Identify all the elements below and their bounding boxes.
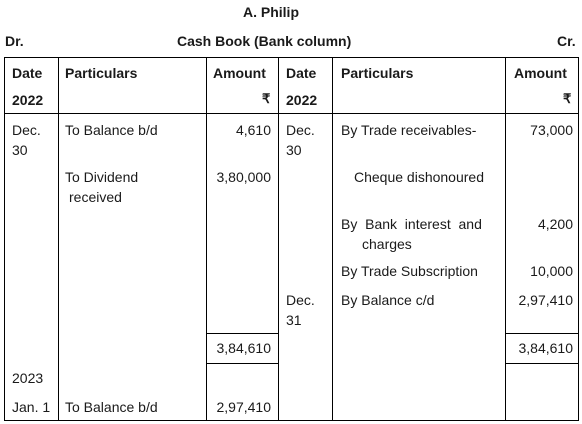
col-divider-1 — [58, 57, 59, 421]
debit-row-1-amount: 4,610 — [235, 122, 271, 138]
debit-row-1-date-month: Dec. — [12, 122, 41, 138]
debit-rupee-icon: ₹ — [262, 91, 271, 106]
debit-carry-date: Jan. 1 — [12, 399, 51, 415]
col-divider-2 — [206, 57, 207, 421]
credit-total-bottom-line — [505, 363, 579, 364]
account-holder-name: A. Philip — [243, 4, 299, 20]
col-divider-5 — [505, 57, 506, 421]
debit-particulars-header: Particulars — [65, 65, 138, 81]
credit-row-4-particulars: By Trade Subscription — [341, 263, 478, 279]
credit-date-header: Date — [286, 65, 317, 81]
debit-side-label: Dr. — [5, 33, 24, 49]
credit-row-1-particulars: By Trade receivables- — [341, 122, 477, 138]
header-divider — [4, 113, 579, 114]
credit-rupee-icon: ₹ — [563, 91, 572, 106]
debit-date-header: Date — [12, 65, 43, 81]
credit-row-4-amount: 10,000 — [530, 263, 573, 279]
credit-year-header: 2022 — [286, 92, 318, 108]
credit-row-3-amount: 4,200 — [537, 216, 573, 232]
credit-row-2-particulars: Cheque dishonoured — [354, 169, 484, 185]
debit-row-2-particulars-line2: received — [69, 189, 122, 205]
table-border-left — [4, 57, 5, 421]
credit-row-5-date-month: Dec. — [286, 292, 315, 308]
debit-carry-amount: 2,97,410 — [216, 399, 271, 415]
credit-row-5-amount: 2,97,410 — [518, 292, 573, 308]
debit-total-bottom-line — [206, 363, 279, 364]
credit-particulars-header: Particulars — [341, 65, 414, 81]
debit-total: 3,84,610 — [216, 340, 271, 356]
credit-row-3-particulars-line1: By Bank interest and — [341, 216, 482, 232]
debit-carry-particulars: To Balance b/d — [65, 399, 158, 415]
table-border-bottom — [4, 420, 579, 421]
credit-total: 3,84,610 — [518, 340, 573, 356]
credit-total-top-line — [505, 333, 579, 334]
credit-side-label: Cr. — [557, 33, 576, 49]
col-divider-4 — [332, 57, 333, 421]
credit-row-1-date-month: Dec. — [286, 122, 315, 138]
debit-amount-header: Amount — [213, 65, 266, 81]
credit-row-1-amount: 73,000 — [530, 122, 573, 138]
debit-row-2-amount: 3,80,000 — [216, 169, 271, 185]
debit-row-1-particulars: To Balance b/d — [65, 122, 158, 138]
col-divider-3 — [278, 57, 279, 421]
credit-row-5-date-day: 31 — [286, 312, 302, 328]
cash-book-title: Cash Book (Bank column) — [177, 33, 352, 49]
table-border-top — [4, 57, 579, 58]
credit-amount-header: Amount — [514, 65, 567, 81]
debit-total-top-line — [206, 333, 279, 334]
debit-next-year: 2023 — [12, 370, 44, 386]
credit-row-5-particulars: By Balance c/d — [341, 292, 435, 308]
table-border-right — [578, 57, 579, 421]
credit-row-1-date-day: 30 — [286, 142, 302, 158]
debit-row-2-particulars-line1: To Dividend — [65, 169, 139, 185]
debit-row-1-date-day: 30 — [12, 142, 28, 158]
debit-year-header: 2022 — [12, 92, 44, 108]
credit-row-3-particulars-line2: charges — [362, 236, 412, 252]
